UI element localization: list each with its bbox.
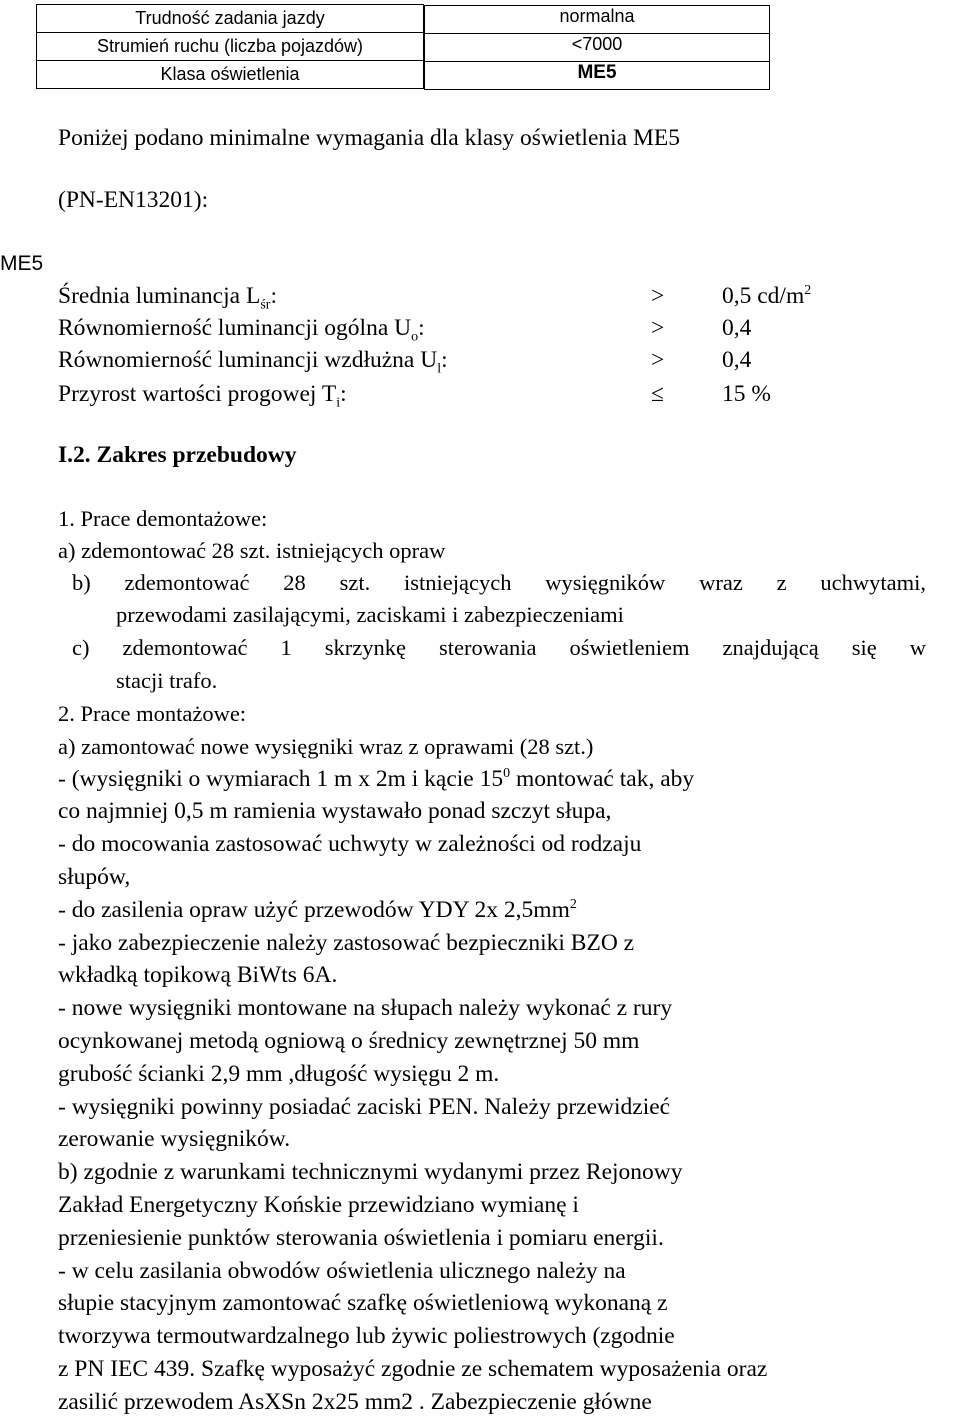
assembly-line: wkładką topikową BiWts 6A. [58, 962, 338, 988]
requirement-value: 0,5 $cd/m^2$ [722, 283, 812, 309]
assembly-line: b) zgodnie z warunkami technicznymi wydanymi przez Rejonowy [58, 1159, 683, 1185]
assembly-line: - nowe wysięgniki montowane na słupach należy wykonać z rury [58, 995, 673, 1021]
assembly-line: zasilić przewodem AsXSn 2x25 mm2 . Zabezpieczenie główne [58, 1389, 652, 1415]
table-row [37, 5, 768, 33]
assembly-line: zerowanie wysięgników. [58, 1126, 291, 1152]
requirement-operator: > [651, 283, 665, 309]
assembly-line: Zakład Energetyczny Końskie przewidziano wymianę i [58, 1192, 579, 1218]
class-heading: ME5 [0, 252, 44, 275]
assembly-line: przeniesienie punktów sterowania oświetlenia i pomiaru energii. [58, 1225, 664, 1251]
requirement-label: Równomierność luminancji ogólna $U_o$: [58, 315, 425, 345]
requirement-value: 15 % [722, 381, 771, 407]
table-cell-label: Klasa oświetlenia [37, 61, 424, 89]
table-row [37, 33, 768, 61]
demolition-item-c-cont: stacji trafo. [116, 668, 218, 693]
demolition-item-a: a) zdemontować 28 szt. istniejących opraw [58, 538, 446, 563]
assembly-line: - jako zabezpieczenie należy zastosować bezpieczniki BZO z [58, 930, 635, 956]
assembly-title: 2. Prace montażowe: [58, 701, 247, 726]
requirement-value: 0,4 [722, 315, 752, 341]
table-cell-value: ME5 [424, 61, 770, 90]
demolition-item-c: c) zdemontować 1 skrzynkę sterowania oświetleniem znajdującą się w [72, 635, 926, 660]
assembly-line: z PN IEC 439. Szafkę wyposażyć zgodnie ze schematem wyposażenia oraz [58, 1356, 768, 1382]
demolition-title: 1. Prace demontażowe: [58, 506, 268, 531]
assembly-line: ocynkowanej metodą ogniową o średnicy zewnętrznej 50 mm [58, 1028, 640, 1054]
assembly-line: co najmniej 0,5 m ramienia wystawało ponad szczyt słupa, [58, 798, 612, 824]
assembly-line: - (wysięgniki o wymiarach 1 m x 2m i kącie $15^0$ montować tak, aby [58, 766, 695, 792]
intro-line-1: Poniżej podano minimalne wymagania dla klasy oświetlenia ME5 [58, 125, 680, 151]
table-row [37, 61, 768, 89]
requirement-label: Przyrost wartości progowej $T_i$: [58, 381, 347, 411]
assembly-line: - do mocowania zastosować uchwyty w zależności od rodzaju [58, 831, 642, 857]
assembly-line: słupie stacyjnym zamontować szafkę oświetleniową wykonaną z [58, 1290, 668, 1316]
table-cell-label: Trudność zadania jazdy [37, 5, 424, 33]
table-cell-value: normalna [424, 5, 770, 34]
requirement-label: Średnia luminancja $L_{śr}$: [58, 283, 277, 313]
requirement-operator: ≤ [651, 381, 664, 407]
requirement-value: 0,4 [722, 347, 752, 373]
parameters-table [36, 4, 768, 89]
assembly-line: - wysięgniki powinny posiadać zaciski PEN. Należy przewidzieć [58, 1094, 671, 1120]
section-title: I.2. Zakres przebudowy [58, 442, 297, 468]
assembly-item-a: a) zamontować nowe wysięgniki wraz z oprawami (28 szt.) [58, 734, 594, 759]
assembly-line: grubość ścianki 2,9 mm ,długość wysięgu 2 m. [58, 1061, 500, 1087]
assembly-line: słupów, [58, 864, 131, 890]
demolition-item-b: b) zdemontować 28 szt. istniejących wysięgników wraz z uchwytami, [72, 570, 926, 595]
table-cell-label: Strumień ruchu (liczba pojazdów) [37, 33, 424, 61]
requirement-label: Równomierność luminancji wzdłużna $U_l$: [58, 347, 448, 377]
intro-line-2: (PN-EN13201): [58, 187, 209, 213]
assembly-line: - w celu zasilania obwodów oświetlenia ulicznego należy na [58, 1258, 626, 1284]
assembly-line: - do zasilenia opraw użyć przewodów YDY 2x $2,5mm^2$ [58, 897, 577, 923]
requirement-operator: > [651, 347, 665, 373]
table-cell-value: <7000 [424, 33, 770, 62]
demolition-item-b-cont: przewodami zasilającymi, zaciskami i zabezpieczeniami [116, 602, 624, 627]
assembly-line: tworzywa termoutwardzalnego lub żywic poliestrowych (zgodnie [58, 1323, 675, 1349]
requirement-operator: > [651, 315, 665, 341]
